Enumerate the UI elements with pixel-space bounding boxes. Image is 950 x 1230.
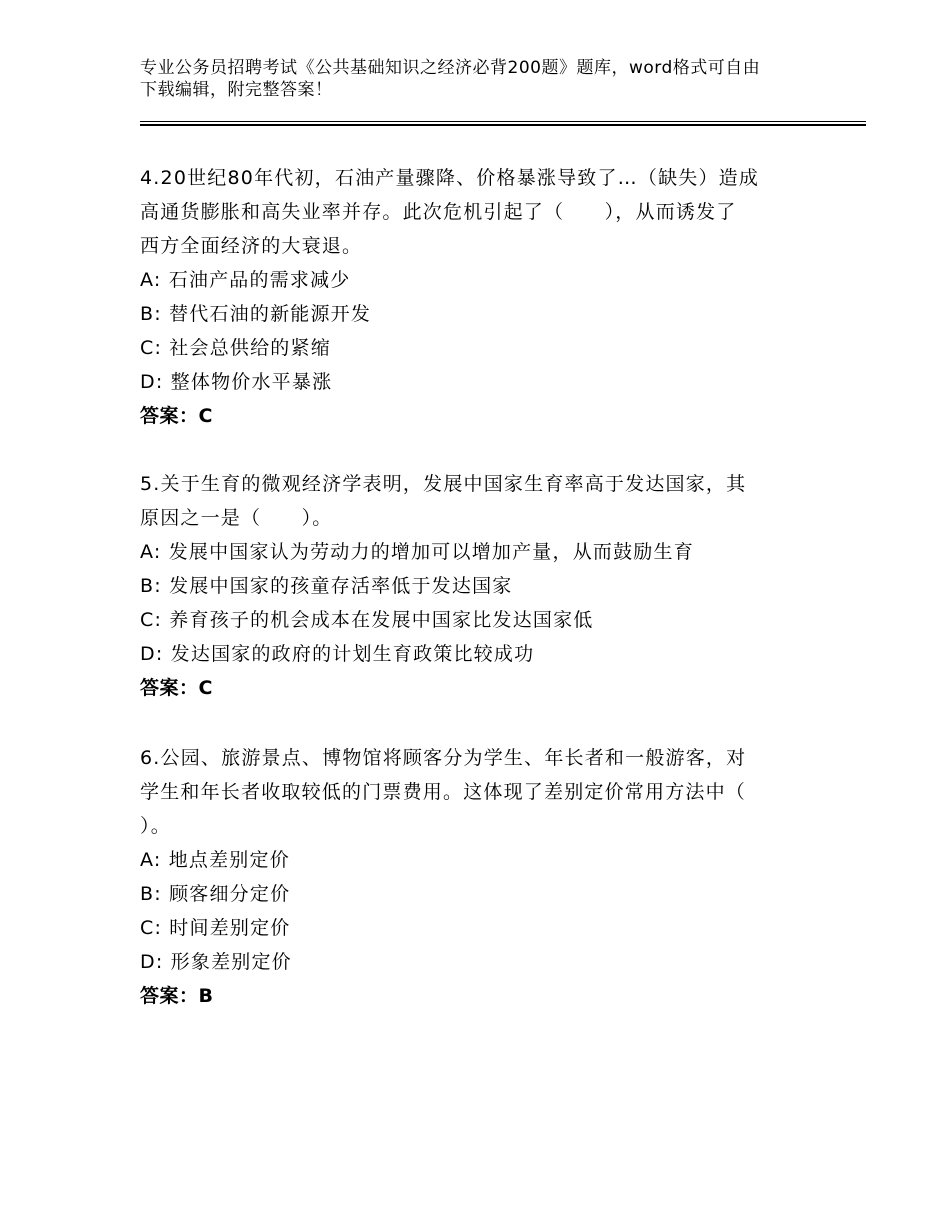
- header-divider-top: [140, 121, 866, 122]
- question-text-line: 4.20世纪80年代初，石油产量骤降、价格暴涨导致了…（缺失）造成: [140, 167, 760, 189]
- option-a: A: 石油产品的需求减少: [140, 269, 351, 291]
- question-text-line: 原因之一是（ ）。: [140, 507, 333, 529]
- question-6: [140, 741, 840, 1013]
- option-b: B: 替代石油的新能源开发: [140, 303, 372, 325]
- header-line-2: 下载编辑，附完整答案！: [140, 80, 333, 100]
- document-header: [140, 57, 820, 101]
- option-b: B: 顾客细分定价: [140, 883, 291, 905]
- question-text-line: 西方全面经济的大衰退。: [140, 235, 363, 257]
- question-text-line: 5.关于生育的微观经济学表明，发展中国家生育率高于发达国家，其: [140, 473, 747, 495]
- question-4: [140, 161, 840, 433]
- answer-line: 答案：C: [140, 405, 213, 427]
- option-c: C: 社会总供给的紧缩: [140, 337, 331, 359]
- question-text-line: ）。: [140, 815, 171, 837]
- question-text-line: 学生和年长者收取较低的门票费用。这体现了差别定价常用方法中（: [140, 781, 747, 803]
- header-divider-bottom: [140, 124, 866, 126]
- option-d: D: 整体物价水平暴涨: [140, 371, 333, 393]
- question-5: [140, 467, 840, 705]
- option-d: D: 形象差别定价: [140, 951, 292, 973]
- option-c: C: 养育孩子的机会成本在发展中国家比发达国家低: [140, 609, 594, 631]
- option-a: A: 地点差别定价: [140, 849, 290, 871]
- option-d: D: 发达国家的政府的计划生育政策比较成功: [140, 643, 535, 665]
- answer-line: 答案：C: [140, 677, 213, 699]
- answer-line: 答案：B: [140, 985, 214, 1007]
- question-text-line: 6.公园、旅游景点、博物馆将顾客分为学生、年长者和一般游客，对: [140, 747, 747, 769]
- option-a: A: 发展中国家认为劳动力的增加可以增加产量，从而鼓励生育: [140, 541, 694, 563]
- header-line-1: 专业公务员招聘考试《公共基础知识之经济必背200题》题库，word格式可自由: [140, 58, 761, 78]
- option-b: B: 发展中国家的孩童存活率低于发达国家: [140, 575, 513, 597]
- option-c: C: 时间差别定价: [140, 917, 291, 939]
- question-text-line: 高通货膨胀和高失业率并存。此次危机引起了（ ），从而诱发了: [140, 201, 737, 223]
